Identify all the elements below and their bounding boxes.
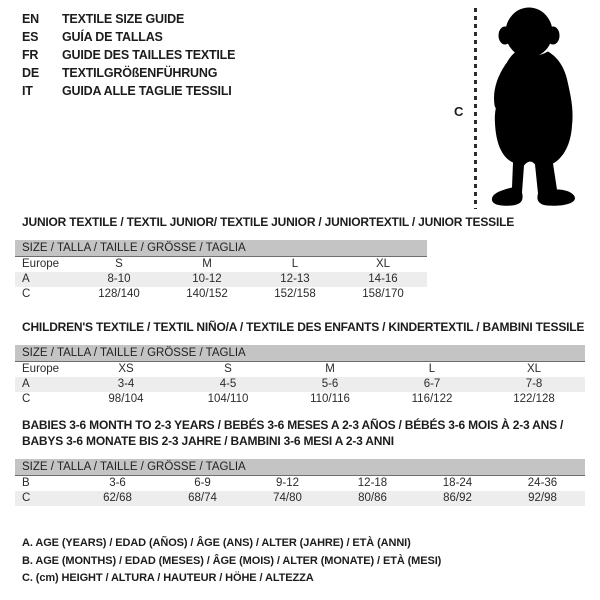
- size-cell: 122/128: [513, 393, 555, 405]
- size-cell: XL: [375, 258, 391, 270]
- row-label: Europe: [22, 363, 60, 375]
- size-cell: S: [224, 363, 232, 375]
- table-title: JUNIOR TEXTILE / TEXTIL JUNIOR/ TEXTILE JUNIOR / JUNIORTEXTIL / JUNIOR TESSILE: [22, 215, 515, 229]
- table-row: [15, 362, 585, 377]
- table-rows: [15, 476, 585, 506]
- guide-title: TEXTILE SIZE GUIDE: [62, 12, 185, 26]
- legend-note-line: C. (cm) HEIGHT / ALTURA / HAUTEUR / HÖHE / ALTEZZA: [22, 572, 314, 584]
- table-size-header: SIZE / TALLA / TAILLE / GRÖSSE / TAGLIA: [15, 459, 585, 476]
- size-table: [15, 214, 515, 302]
- size-cell: M: [202, 258, 212, 270]
- size-cell: 12-18: [357, 477, 388, 489]
- size-cell: 6-9: [194, 477, 211, 489]
- table-title: BABYS 3-6 MONATE BIS 2-3 JAHRE / BAMBINI 3-6 MESI A 2-3 ANNI: [22, 434, 394, 448]
- legend-note-line: B. AGE (MONTHS) / EDAD (MESES) / ÂGE (MOIS) / ALTER (MONATE) / ETÀ (MESI): [22, 554, 442, 567]
- row-label: C: [22, 492, 31, 504]
- row-label: Europe: [22, 258, 60, 270]
- guide-title: GUÍA DE TALLAS: [62, 30, 163, 44]
- size-cell: 18-24: [442, 477, 473, 489]
- legend-note-line: A. AGE (YEARS) / EDAD (AÑOS) / ÂGE (ANS) / ALTER (JAHRE) / ETÀ (ANNI): [22, 537, 411, 549]
- language-code: ES: [22, 30, 39, 44]
- legend-notes: [22, 535, 441, 588]
- size-cell: 12-13: [280, 273, 310, 285]
- size-cell: 4-5: [219, 378, 237, 390]
- table-row: [15, 257, 427, 272]
- size-cell: 152/158: [274, 288, 316, 300]
- size-cell: M: [325, 363, 335, 375]
- table-size-header: SIZE / TALLA / TAILLE / GRÖSSE / TAGLIA: [15, 240, 427, 257]
- table-title: CHILDREN'S TEXTILE / TEXTIL NIÑO/A / TEXTILE DES ENFANTS / KINDERTEXTIL / BAMBINI TESSILE: [22, 320, 585, 334]
- size-cell: 9-12: [275, 477, 300, 489]
- size-cell: 10-12: [192, 273, 222, 285]
- size-cell: 128/140: [98, 288, 140, 300]
- size-cell: 8-10: [107, 273, 131, 285]
- size-cell: L: [428, 363, 436, 375]
- table-row: [15, 476, 585, 491]
- size-cell: 3-4: [117, 378, 135, 390]
- size-cell: 68/74: [188, 492, 217, 504]
- guide-title: TEXTILGRÖßENFÜHRUNG: [62, 66, 218, 80]
- guide-title: GUIDA ALLE TAGLIE TESSILI: [62, 84, 232, 98]
- language-code: EN: [22, 12, 39, 26]
- size-cell: 6-7: [423, 378, 441, 390]
- guide-title: GUIDE DES TAILLES TEXTILE: [62, 48, 236, 62]
- row-label: A: [22, 273, 30, 285]
- size-cell: XL: [526, 363, 542, 375]
- table-row: [15, 272, 427, 287]
- size-cell: 3-6: [109, 477, 126, 489]
- size-table: [15, 319, 585, 407]
- language-code: DE: [22, 66, 39, 80]
- language-line: [22, 28, 235, 46]
- table-title: BABIES 3-6 MONTH TO 2-3 YEARS / BEBÉS 3-6 MESES A 2-3 AÑOS / BÉBÉS 3-6 MOIS À 2-3 ANS /: [22, 418, 564, 432]
- size-cell: 24-36: [527, 477, 558, 489]
- size-table: [15, 417, 585, 506]
- size-cell: 110/116: [310, 393, 350, 405]
- height-c-label: C: [454, 104, 464, 119]
- language-line: [22, 82, 235, 100]
- table-rows: [15, 257, 427, 302]
- size-cell: 104/110: [207, 393, 249, 405]
- row-label: C: [22, 393, 31, 405]
- language-line: [22, 46, 235, 64]
- size-cell: L: [291, 258, 299, 270]
- row-label: A: [22, 378, 30, 390]
- row-label: C: [22, 288, 31, 300]
- table-row: [15, 392, 585, 407]
- language-code: FR: [22, 48, 39, 62]
- size-cell: 62/68: [103, 492, 132, 504]
- size-cell: 14-16: [368, 273, 398, 285]
- size-cell: XS: [118, 363, 134, 375]
- size-cell: 86/92: [443, 492, 472, 504]
- size-cell: 92/98: [528, 492, 557, 504]
- language-code: IT: [22, 84, 33, 98]
- language-title-list: [22, 10, 235, 100]
- table-size-header: SIZE / TALLA / TAILLE / GRÖSSE / TAGLIA: [15, 345, 585, 362]
- size-cell: 98/104: [108, 393, 144, 405]
- language-line: [22, 64, 235, 82]
- baby-silhouette-icon: [486, 5, 592, 208]
- table-row: [15, 287, 427, 302]
- size-cell: 140/152: [186, 288, 228, 300]
- size-cell: S: [115, 258, 123, 270]
- height-measure-dashed-line: [474, 8, 477, 209]
- row-label: B: [22, 477, 30, 489]
- size-cell: 74/80: [273, 492, 302, 504]
- size-cell: 7-8: [525, 378, 543, 390]
- table-rows: [15, 362, 585, 407]
- table-row: [15, 491, 585, 506]
- size-cell: 116/122: [411, 393, 453, 405]
- size-cell: 80/86: [358, 492, 387, 504]
- table-row: [15, 377, 585, 392]
- size-cell: 5-6: [321, 378, 339, 390]
- size-cell: 158/170: [362, 288, 404, 300]
- language-line: [22, 10, 235, 28]
